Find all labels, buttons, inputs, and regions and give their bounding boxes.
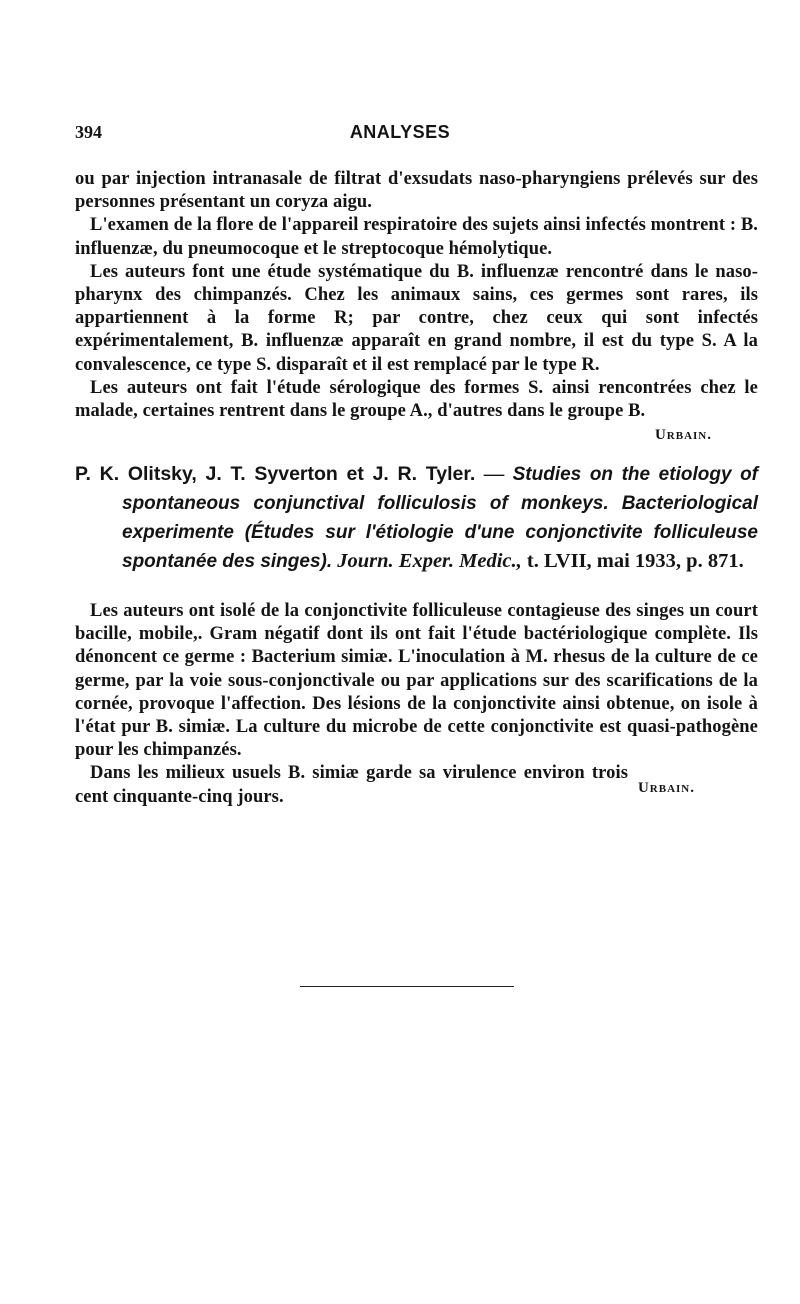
reference-authors: P. K. Olitsky, J. T. Syverton et J. R. Tyler. xyxy=(75,463,476,485)
reference-dash: — xyxy=(475,463,513,485)
paragraph-1: ou par injection intranasale de filtrat d'exsudats naso-pharyngiens prélevés sur des personnes présentant un coryza aigu. xyxy=(75,169,758,213)
page-number: 394 xyxy=(75,122,102,142)
horizontal-rule xyxy=(300,986,514,987)
bibliographic-reference xyxy=(75,460,758,576)
analysis-text-2 xyxy=(75,600,758,809)
analysis-text-1 xyxy=(75,168,758,447)
paragraph-6: Dans les milieux usuels B. simiæ garde sa virulence environ trois cent cinquante-cinq jours. xyxy=(75,763,628,807)
reference-title-french: (Études sur l'étiologie d'une conjonctivite folliculeuse spontanée des singes). xyxy=(122,522,758,572)
paragraph-5: Les auteurs ont isolé de la conjonctivite folliculeuse contagieuse des singes un court bacille, mobile,. Gram négatif dont ils ont fait l'étude bactériologique complète. Ils dénoncent ce germe : Bacterium simiæ. L'inoculation à M. rhesus de la culture de ce germe, par la voie sous-conjonctivale ou par applications sur des scarifications de la cornée, provoque l'affection. Des lésions de la conjonctivite ainsi obtenue, on isole à l'état pur B. simiæ. La culture du microbe de cette conjonctivite est quasi-pathogène pour les chimpanzés. xyxy=(75,601,758,761)
reference-journal: Journ. Exper. Medic., xyxy=(337,550,522,572)
reference-details: t. LVII, mai 1933, p. 871. xyxy=(526,550,744,572)
signature-2: Urbain. xyxy=(637,780,695,796)
signature-1: Urbain. xyxy=(654,427,712,444)
reference-title-english: Studies on the etiology of spontaneous conjunctival folliculosis of monkeys. Bacteriological experimente xyxy=(122,464,759,543)
paragraph-4: Les auteurs ont fait l'étude sérologique des formes S. ainsi rencontrées chez le malade, certaines rentrent dans le groupe A., d'autres dans le groupe B. xyxy=(75,377,758,422)
paragraph-3: Les auteurs font une étude systématique du B. influenzæ rencontré dans le naso-pharynx des chimpanzés. Chez les animaux sains, ces germes sont rares, ils appartiennent à la forme R; par contre, chez ceux qui sont infectés expérimentalement, B. influenzæ apparaît en grand nombre, il est du type S. A la convalescence, ce type S. disparaît et il est remplacé par le type R. xyxy=(75,261,758,375)
page-header xyxy=(75,118,725,144)
paragraph-2: L'examen de la flore de l'appareil respiratoire des sujets ainsi infectés montrent : B. influenzæ, du pneumocoque et le streptocoque hémolytique. xyxy=(75,215,758,259)
running-title: ANALYSES xyxy=(349,122,451,142)
